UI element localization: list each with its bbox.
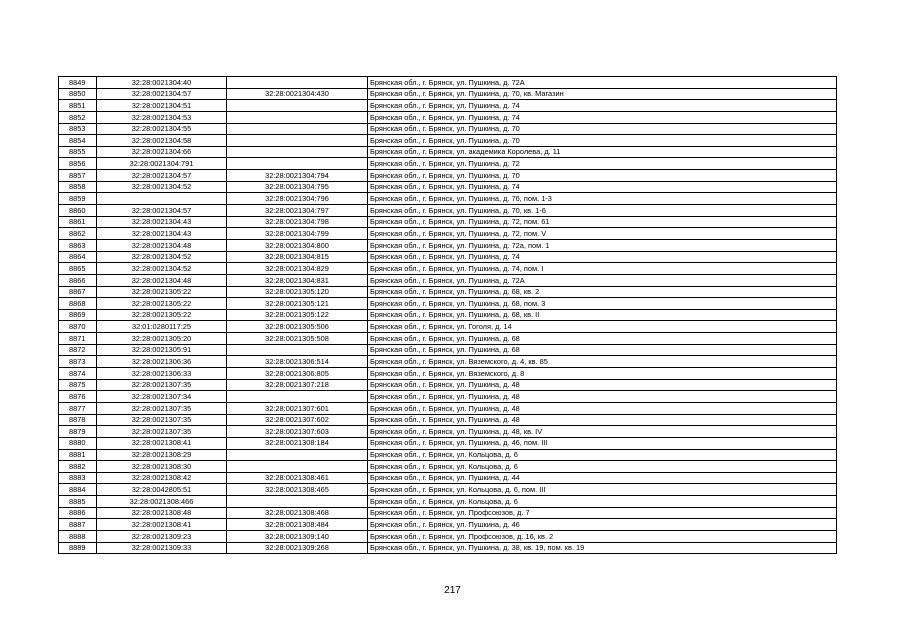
cell-record-number: 8887 (59, 519, 97, 531)
cell-cadastral-number: 32:28:0021305:22 (97, 309, 227, 321)
cell-object-cadastral-number (227, 146, 368, 158)
cell-cadastral-number: 32:28:0021304:48 (97, 274, 227, 286)
cell-address: Брянская обл., г. Брянск, ул. Пушкина, д. 70, кв. 1-6 (368, 205, 837, 217)
cell-object-cadastral-number: 32:28:0021306:514 (227, 356, 368, 368)
cell-record-number: 8854 (59, 135, 97, 147)
table-row (59, 461, 837, 473)
cell-address: Брянская обл., г. Брянск, ул. Кольцова, д. 6 (368, 461, 837, 473)
cell-cadastral-number: 32:28:0021304:52 (97, 263, 227, 275)
cell-address: Брянская обл., г. Брянск, ул. Пушкина, д. 48 (368, 402, 837, 414)
cell-address: Брянская обл., г. Брянск, ул. Пушкина, д. 46, пом. III (368, 437, 837, 449)
cell-object-cadastral-number: 32:28:0021309:268 (227, 542, 368, 554)
table-row (59, 239, 837, 251)
cell-address: Брянская обл., г. Брянск, ул. Кольцова, д. 6 (368, 496, 837, 508)
cell-object-cadastral-number: 32:28:0021304:795 (227, 181, 368, 193)
cell-record-number: 8886 (59, 507, 97, 519)
cell-record-number: 8853 (59, 123, 97, 135)
cell-record-number: 8870 (59, 321, 97, 333)
cell-address: Брянская обл., г. Брянск, ул. Пушкина, д. 68, пом. 3 (368, 298, 837, 310)
cell-object-cadastral-number: 32:28:0021304:797 (227, 205, 368, 217)
cell-address: Брянская обл., г. Брянск, ул. Пушкина, д. 72А (368, 274, 837, 286)
cell-address: Брянская обл., г. Брянск, ул. Кольцова, д. 6, пом. III (368, 484, 837, 496)
cell-address: Брянская обл., г. Брянск, ул. Пушкина, д. 70 (368, 170, 837, 182)
table-row (59, 111, 837, 123)
table-row (59, 507, 837, 519)
cell-cadastral-number: 32:28:0021307:34 (97, 391, 227, 403)
table-row (59, 228, 837, 240)
cell-record-number: 8852 (59, 111, 97, 123)
page-number: 217 (444, 585, 461, 596)
cell-cadastral-number: 32:28:0021305:20 (97, 333, 227, 345)
cell-object-cadastral-number: 32:28:0021306:805 (227, 368, 368, 380)
cell-object-cadastral-number: 32:28:0021307:602 (227, 414, 368, 426)
cell-object-cadastral-number: 32:28:0021305:122 (227, 309, 368, 321)
cell-object-cadastral-number (227, 158, 368, 170)
cell-cadastral-number: 32:28:0021304:58 (97, 135, 227, 147)
cell-address: Брянская обл., г. Брянск, ул. Пушкина, д. 68 (368, 344, 837, 356)
cell-cadastral-number: 32:28:0021304:40 (97, 77, 227, 89)
cell-address: Брянская обл., г. Брянск, ул. Вяземского, д. 8 (368, 368, 837, 380)
cell-address: Брянская обл., г. Брянск, ул. Пушкина, д. 72А (368, 77, 837, 89)
cell-address: Брянская обл., г. Брянск, ул. Пушкина, д. 74 (368, 100, 837, 112)
cell-cadastral-number: 32:28:0021308:29 (97, 449, 227, 461)
cell-cadastral-number: 32:01:0280117:25 (97, 321, 227, 333)
cell-object-cadastral-number: 32:28:0021308:184 (227, 437, 368, 449)
cell-record-number: 8878 (59, 414, 97, 426)
cell-cadastral-number: 32:28:0021309:23 (97, 530, 227, 542)
cell-cadastral-number: 32:28:0021307:35 (97, 414, 227, 426)
cell-cadastral-number: 32:28:0021306:36 (97, 356, 227, 368)
cell-object-cadastral-number (227, 123, 368, 135)
cell-cadastral-number: 32:28:0021308:41 (97, 437, 227, 449)
cell-object-cadastral-number: 32:28:0021304:800 (227, 239, 368, 251)
cell-record-number: 8884 (59, 484, 97, 496)
table-row (59, 123, 837, 135)
cell-cadastral-number: 32:28:0021305:22 (97, 298, 227, 310)
table-row (59, 135, 837, 147)
table-row (59, 542, 837, 554)
table-row (59, 77, 837, 89)
cell-address: Брянская обл., г. Брянск, ул. Пушкина, д. 48 (368, 414, 837, 426)
table-row (59, 426, 837, 438)
cell-cadastral-number: 32:28:0021308:41 (97, 519, 227, 531)
cell-record-number: 8885 (59, 496, 97, 508)
cell-object-cadastral-number: 32:28:0021305:120 (227, 286, 368, 298)
table-row (59, 146, 837, 158)
cell-object-cadastral-number (227, 77, 368, 89)
cell-cadastral-number: 32:28:0021304:43 (97, 228, 227, 240)
cell-address: Брянская обл., г. Брянск, ул. Пушкина, д. 74 (368, 251, 837, 263)
cell-cadastral-number: 32:28:0021304:43 (97, 216, 227, 228)
table-row (59, 88, 837, 100)
cell-record-number: 8869 (59, 309, 97, 321)
cell-cadastral-number: 32:28:0021304:66 (97, 146, 227, 158)
table-row (59, 484, 837, 496)
cell-object-cadastral-number: 32:28:0021305:121 (227, 298, 368, 310)
table-row (59, 298, 837, 310)
cell-object-cadastral-number: 32:28:0021308:461 (227, 472, 368, 484)
cell-record-number: 8855 (59, 146, 97, 158)
cell-record-number: 8874 (59, 368, 97, 380)
cell-cadastral-number: 32:28:0021308:48 (97, 507, 227, 519)
cell-object-cadastral-number: 32:28:0021307:603 (227, 426, 368, 438)
cell-address: Брянская обл., г. Брянск, ул. Пушкина, д. 72 (368, 158, 837, 170)
cell-record-number: 8889 (59, 542, 97, 554)
cell-record-number: 8872 (59, 344, 97, 356)
cell-address: Брянская обл., г. Брянск, ул. Пушкина, д. 68, кв. 2 (368, 286, 837, 298)
cell-object-cadastral-number (227, 111, 368, 123)
cell-address: Брянская обл., г. Брянск, ул. Пушкина, д. 76, пом. 1-3 (368, 193, 837, 205)
table-row (59, 158, 837, 170)
table-row (59, 333, 837, 345)
cell-cadastral-number: 32:28:0021304:57 (97, 88, 227, 100)
cell-object-cadastral-number: 32:28:0021308:484 (227, 519, 368, 531)
cell-object-cadastral-number (227, 344, 368, 356)
cell-cadastral-number: 32:28:0021308:30 (97, 461, 227, 473)
registry-table-body (59, 77, 837, 554)
cell-cadastral-number: 32:28:0021306:33 (97, 368, 227, 380)
table-row (59, 379, 837, 391)
cell-cadastral-number: 32:28:0021308:42 (97, 472, 227, 484)
cell-cadastral-number: 32:28:0021304:52 (97, 251, 227, 263)
cell-record-number: 8861 (59, 216, 97, 228)
cell-record-number: 8849 (59, 77, 97, 89)
cell-address: Брянская обл., г. Брянск, ул. Пушкина, д. 46 (368, 519, 837, 531)
table-row (59, 519, 837, 531)
cell-object-cadastral-number: 32:28:0021307:601 (227, 402, 368, 414)
table-row (59, 274, 837, 286)
cell-record-number: 8865 (59, 263, 97, 275)
table-row (59, 391, 837, 403)
cell-address: Брянская обл., г. Брянск, ул. Пушкина, д. 70 (368, 123, 837, 135)
cell-address: Брянская обл., г. Брянск, ул. Профсоюзов, д. 16, кв. 2 (368, 530, 837, 542)
table-row (59, 496, 837, 508)
cell-record-number: 8881 (59, 449, 97, 461)
table-row (59, 309, 837, 321)
cell-object-cadastral-number (227, 449, 368, 461)
cell-address: Брянская обл., г. Брянск, ул. Пушкина, д. 48 (368, 379, 837, 391)
cell-object-cadastral-number (227, 496, 368, 508)
cell-cadastral-number: 32:28:0021309:33 (97, 542, 227, 554)
cell-record-number: 8875 (59, 379, 97, 391)
cell-record-number: 8876 (59, 391, 97, 403)
cell-record-number: 8868 (59, 298, 97, 310)
cell-address: Брянская обл., г. Брянск, ул. Пушкина, д. 44 (368, 472, 837, 484)
table-row (59, 263, 837, 275)
table-row (59, 286, 837, 298)
table-row (59, 216, 837, 228)
table-row (59, 402, 837, 414)
cell-record-number: 8866 (59, 274, 97, 286)
cell-object-cadastral-number: 32:28:0021305:508 (227, 333, 368, 345)
cell-object-cadastral-number: 32:28:0021304:829 (227, 263, 368, 275)
cell-cadastral-number (97, 193, 227, 205)
table-row (59, 251, 837, 263)
cell-cadastral-number: 32:28:0021307:35 (97, 379, 227, 391)
cell-cadastral-number: 32:28:0021308:466 (97, 496, 227, 508)
cell-address: Брянская обл., г. Брянск, ул. Пушкина, д. 68 (368, 333, 837, 345)
registry-table (58, 76, 837, 554)
cell-address: Брянская обл., г. Брянск, ул. Вяземского, д. 4, кв. 85 (368, 356, 837, 368)
cell-address: Брянская обл., г. Брянск, ул. Профсоюзов, д. 7 (368, 507, 837, 519)
cell-cadastral-number: 32:28:0042805:51 (97, 484, 227, 496)
table-row (59, 356, 837, 368)
cell-object-cadastral-number: 32:28:0021307:218 (227, 379, 368, 391)
cell-cadastral-number: 32:28:0021304:791 (97, 158, 227, 170)
cell-record-number: 8859 (59, 193, 97, 205)
cell-cadastral-number: 32:28:0021307:35 (97, 426, 227, 438)
cell-record-number: 8862 (59, 228, 97, 240)
cell-object-cadastral-number: 32:28:0021304:796 (227, 193, 368, 205)
cell-object-cadastral-number: 32:28:0021304:831 (227, 274, 368, 286)
cell-cadastral-number: 32:28:0021304:48 (97, 239, 227, 251)
cell-object-cadastral-number: 32:28:0021304:430 (227, 88, 368, 100)
cell-address: Брянская обл., г. Брянск, ул. Пушкина, д. 48, кв. IV (368, 426, 837, 438)
table-row (59, 321, 837, 333)
cell-address: Брянская обл., г. Брянск, ул. Пушкина, д. 48 (368, 391, 837, 403)
cell-record-number: 8882 (59, 461, 97, 473)
cell-record-number: 8856 (59, 158, 97, 170)
cell-cadastral-number: 32:28:0021304:57 (97, 170, 227, 182)
cell-cadastral-number: 32:28:0021304:57 (97, 205, 227, 217)
cell-address: Брянская обл., г. Брянск, ул. академика Королева, д. 11 (368, 146, 837, 158)
cell-object-cadastral-number (227, 100, 368, 112)
cell-record-number: 8860 (59, 205, 97, 217)
cell-address: Брянская обл., г. Брянск, ул. Пушкина, д. 74 (368, 181, 837, 193)
cell-object-cadastral-number (227, 461, 368, 473)
cell-cadastral-number: 32:28:0021307:35 (97, 402, 227, 414)
cell-cadastral-number: 32:28:0021304:52 (97, 181, 227, 193)
cell-address: Брянская обл., г. Брянск, ул. Пушкина, д. 74, пом. I (368, 263, 837, 275)
cell-address: Брянская обл., г. Брянск, ул. Пушкина, д. 70, кв. Магазин (368, 88, 837, 100)
cell-record-number: 8888 (59, 530, 97, 542)
cell-cadastral-number: 32:28:0021304:51 (97, 100, 227, 112)
table-row (59, 449, 837, 461)
cell-record-number: 8850 (59, 88, 97, 100)
cell-address: Брянская обл., г. Брянск, ул. Пушкина, д. 68, кв. II (368, 309, 837, 321)
cell-record-number: 8871 (59, 333, 97, 345)
table-row (59, 368, 837, 380)
table-row (59, 344, 837, 356)
cell-cadastral-number: 32:28:0021305:22 (97, 286, 227, 298)
cell-object-cadastral-number: 32:28:0021304:799 (227, 228, 368, 240)
cell-object-cadastral-number: 32:28:0021305:506 (227, 321, 368, 333)
cell-record-number: 8877 (59, 402, 97, 414)
cell-record-number: 8880 (59, 437, 97, 449)
cell-address: Брянская обл., г. Брянск, ул. Пушкина, д. 74 (368, 111, 837, 123)
cell-record-number: 8883 (59, 472, 97, 484)
cell-object-cadastral-number: 32:28:0021304:815 (227, 251, 368, 263)
cell-address: Брянская обл., г. Брянск, ул. Пушкина, д. 38, кв. 19, пом. кв. 19 (368, 542, 837, 554)
cell-object-cadastral-number: 32:28:0021304:798 (227, 216, 368, 228)
table-row (59, 530, 837, 542)
table-row (59, 414, 837, 426)
cell-cadastral-number: 32:28:0021304:55 (97, 123, 227, 135)
cell-object-cadastral-number: 32:28:0021309:140 (227, 530, 368, 542)
cell-object-cadastral-number (227, 135, 368, 147)
table-row (59, 193, 837, 205)
cell-record-number: 8867 (59, 286, 97, 298)
table-row (59, 472, 837, 484)
cell-record-number: 8851 (59, 100, 97, 112)
table-row (59, 181, 837, 193)
cell-address: Брянская обл., г. Брянск, ул. Кольцова, д. 6 (368, 449, 837, 461)
cell-object-cadastral-number: 32:28:0021304:794 (227, 170, 368, 182)
cell-cadastral-number: 32:28:0021304:53 (97, 111, 227, 123)
cell-record-number: 8873 (59, 356, 97, 368)
cell-object-cadastral-number (227, 391, 368, 403)
cell-address: Брянская обл., г. Брянск, ул. Пушкина, д. 72, пом. 61 (368, 216, 837, 228)
table-row (59, 205, 837, 217)
cell-address: Брянская обл., г. Брянск, ул. Пушкина, д. 72а, пом. 1 (368, 239, 837, 251)
cell-cadastral-number: 32:28:0021305:91 (97, 344, 227, 356)
table-row (59, 100, 837, 112)
cell-record-number: 8879 (59, 426, 97, 438)
table-row (59, 170, 837, 182)
cell-address: Брянская обл., г. Брянск, ул. Гоголя, д. 14 (368, 321, 837, 333)
cell-record-number: 8858 (59, 181, 97, 193)
cell-record-number: 8863 (59, 239, 97, 251)
cell-address: Брянская обл., г. Брянск, ул. Пушкина, д. 70 (368, 135, 837, 147)
cell-record-number: 8857 (59, 170, 97, 182)
cell-address: Брянская обл., г. Брянск, ул. Пушкина, д. 72, пом. V (368, 228, 837, 240)
cell-object-cadastral-number: 32:28:0021308:465 (227, 484, 368, 496)
table-row (59, 437, 837, 449)
cell-record-number: 8864 (59, 251, 97, 263)
cell-object-cadastral-number: 32:28:0021308:468 (227, 507, 368, 519)
